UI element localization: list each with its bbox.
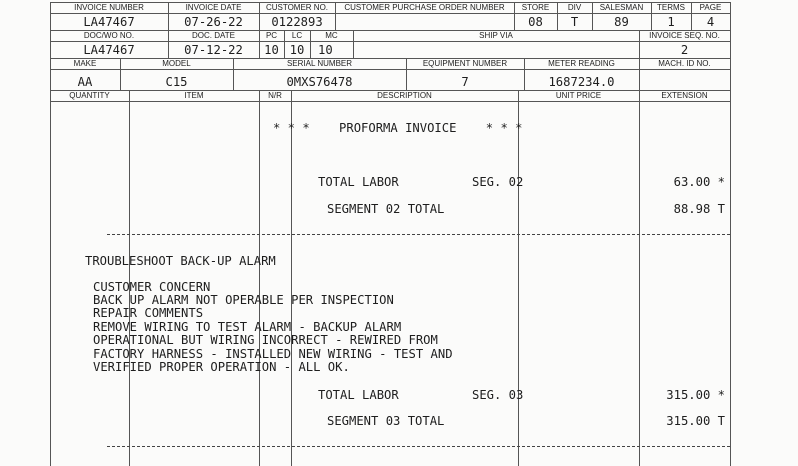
- label-lc: LC: [291, 31, 303, 40]
- rule-row3-label: [50, 69, 731, 70]
- value-make: AA: [77, 75, 93, 89]
- label-ship-via: SHIP VIA: [479, 31, 513, 40]
- value-mc: 10: [318, 43, 333, 57]
- note-line: REPAIR COMMENTS: [93, 306, 204, 320]
- value-equipment-number: 7: [461, 75, 469, 89]
- rule-col-description: [518, 90, 519, 466]
- rule-right: [730, 2, 731, 466]
- note-line: FACTORY HARNESS - INSTALLED NEW WIRING - TEST AND: [93, 347, 453, 361]
- rule-col-quantity: [129, 90, 130, 466]
- column-header-description: DESCRIPTION: [377, 91, 432, 100]
- note-line: OPERATIONAL BUT WIRING INCORRECT - REWIRED FROM: [93, 333, 438, 347]
- seg02-total-labor-label: TOTAL LABOR: [318, 175, 399, 189]
- column-header-nr: N/R: [268, 91, 282, 100]
- value-invoice-date: 07-26-22: [184, 15, 243, 29]
- label-terms: TERMS: [657, 3, 685, 12]
- value-model: C15: [165, 75, 188, 89]
- seg03-total-labor-label: TOTAL LABOR: [318, 388, 399, 402]
- label-salesman: SALESMAN: [599, 3, 644, 12]
- value-doc-wo-no: LA47467: [83, 43, 135, 57]
- value-meter-reading: 1687234.0: [548, 75, 615, 89]
- rule-columns-header: [50, 101, 731, 102]
- note-line: VERIFIED PROPER OPERATION - ALL OK.: [93, 360, 350, 374]
- label-doc-date: DOC. DATE: [192, 31, 235, 40]
- label-meter-reading: METER READING: [548, 59, 615, 68]
- value-invoice-number: LA47467: [83, 15, 135, 29]
- value-salesman: 89: [614, 15, 629, 29]
- column-header-extension: EXTENSION: [661, 91, 708, 100]
- invoice-form: [50, 0, 731, 466]
- rule-row2-label: [50, 41, 731, 42]
- value-invoice-seq-no: 2: [680, 43, 689, 57]
- label-mach-id-no: MACH. ID NO.: [658, 59, 711, 68]
- label-customer-no: CUSTOMER NO.: [265, 3, 329, 12]
- rule-col-unitprice: [639, 90, 640, 466]
- seg03-segment-total-label: SEGMENT 03 TOTAL: [327, 414, 445, 428]
- column-header-unit-price: UNIT PRICE: [555, 91, 602, 100]
- label-invoice-seq-no: INVOICE SEQ. NO.: [649, 31, 720, 40]
- label-pc: PC: [265, 31, 278, 40]
- label-customer-po: CUSTOMER PURCHASE ORDER NUMBER: [344, 3, 505, 12]
- seg03-total-labor-value: 315.00 *: [666, 388, 725, 402]
- value-serial-number: 0MXS76478: [286, 75, 353, 89]
- note-line: BACK UP ALARM NOT OPERABLE PER INSPECTION: [93, 293, 394, 307]
- proforma-invoice-banner: * * * PROFORMA INVOICE * * *: [273, 121, 523, 135]
- label-mc: MC: [325, 31, 338, 40]
- value-lc: 10: [289, 43, 305, 57]
- label-model: MODEL: [162, 59, 191, 68]
- column-header-item: ITEM: [184, 91, 204, 100]
- rule-col-item: [259, 90, 260, 466]
- value-terms: 1: [667, 15, 675, 29]
- rule-row1-label: [50, 13, 731, 14]
- column-header-quantity: QUANTITY: [69, 91, 110, 100]
- value-store: 08: [528, 15, 543, 29]
- value-pc: 10: [264, 43, 279, 57]
- label-serial-number: SERIAL NUMBER: [286, 59, 353, 68]
- seg02-segment-total-value: 88.98 T: [673, 202, 725, 216]
- seg02-seg-label: SEG. 02: [472, 175, 524, 189]
- seg02-total-labor-value: 63.00 *: [673, 175, 725, 189]
- job-title: TROUBLESHOOT BACK-UP ALARM: [85, 254, 276, 268]
- rule-col-nr: [291, 90, 292, 466]
- label-invoice-number: INVOICE NUMBER: [74, 3, 144, 12]
- note-line: REMOVE WIRING TO TEST ALARM - BACKUP ALARM: [93, 320, 402, 334]
- rule-left: [50, 2, 51, 466]
- label-equipment-number: EQUIPMENT NUMBER: [422, 59, 508, 68]
- dashed-separator-2: [107, 446, 730, 447]
- value-customer-no: 0122893: [271, 15, 323, 29]
- note-line: CUSTOMER CONCERN: [93, 280, 211, 294]
- label-store: STORE: [521, 3, 550, 12]
- label-page: PAGE: [699, 3, 722, 12]
- dashed-separator-1: [107, 234, 730, 235]
- value-doc-date: 07-12-22: [184, 43, 243, 57]
- seg03-segment-total-value: 315.00 T: [666, 414, 725, 428]
- label-make: MAKE: [73, 59, 97, 68]
- label-doc-wo-no: DOC/WO NO.: [83, 31, 135, 40]
- value-page: 4: [706, 15, 715, 29]
- seg03-seg-label: SEG. 03: [472, 388, 524, 402]
- label-invoice-date: INVOICE DATE: [185, 3, 242, 12]
- seg02-segment-total-label: SEGMENT 02 TOTAL: [327, 202, 445, 216]
- value-div: T: [570, 15, 579, 29]
- label-div: DIV: [567, 3, 582, 12]
